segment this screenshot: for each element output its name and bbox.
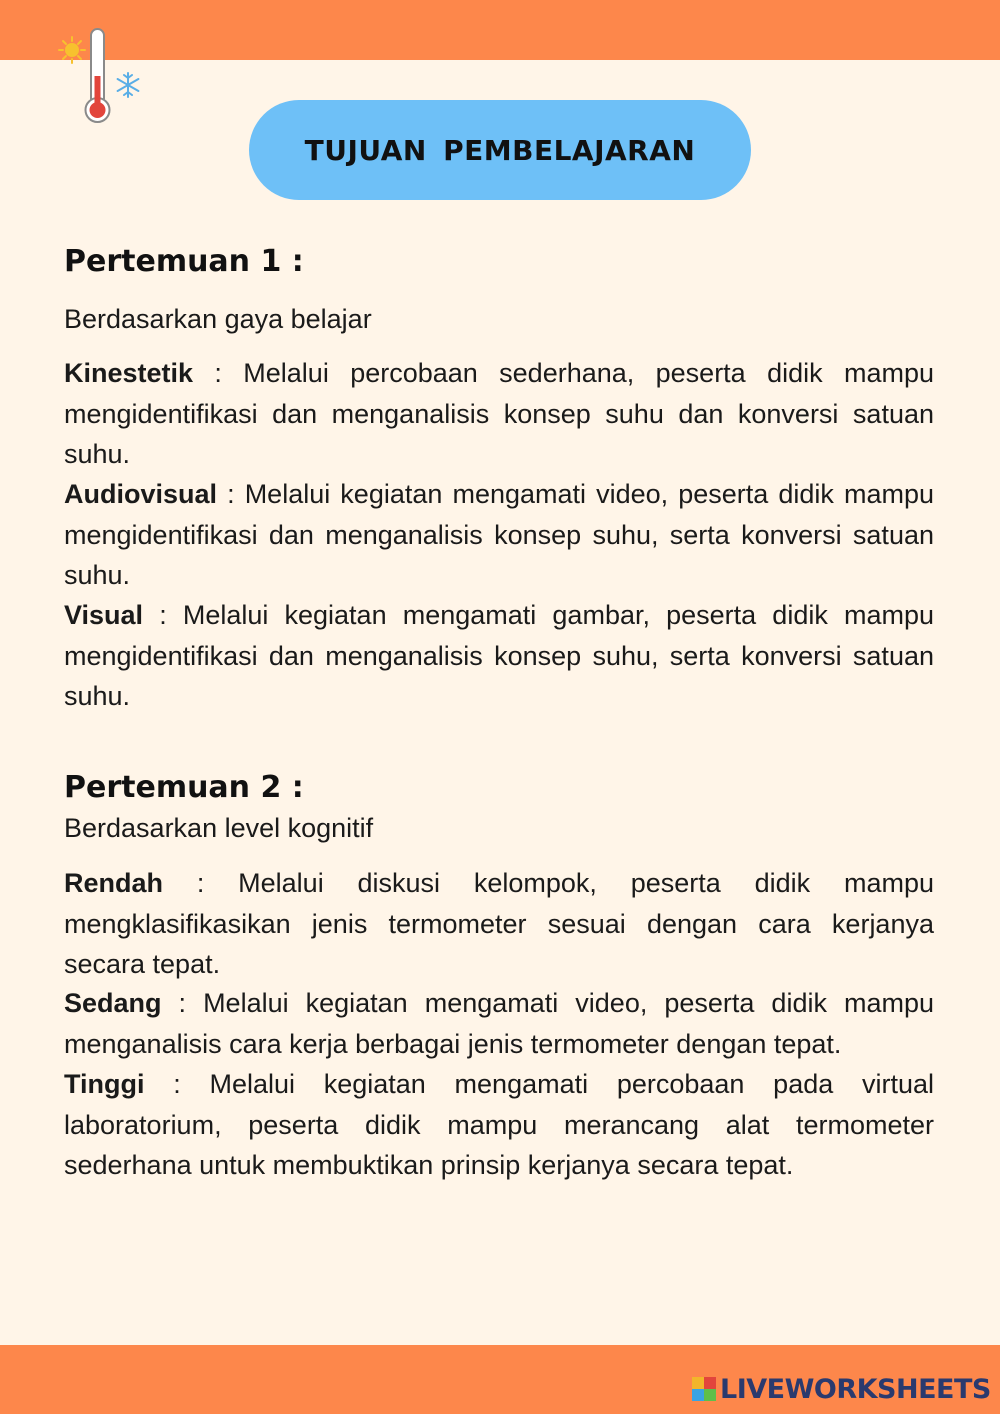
sun-icon [59, 37, 85, 63]
objective-text: : Melalui kegiatan mengamati video, peserta didik mampu menganalisis cara kerja berbagai jenis termometer dengan tepat. [64, 988, 934, 1059]
objective-term: Sedang [64, 988, 162, 1018]
liveworksheets-logo-icon [692, 1377, 716, 1401]
objective-kinestetik [64, 353, 934, 475]
meeting-2-heading: Pertemuan 2 : [64, 770, 304, 805]
objective-text: : Melalui kegiatan mengamati video, peserta didik mampu mengidentifikasi dan menganalisis konsep suhu, serta konversi satuan suhu. [64, 479, 934, 590]
objective-tinggi [64, 1064, 934, 1186]
meeting-2-intro: Berdasarkan level kognitif [64, 813, 374, 843]
objective-visual [64, 595, 934, 717]
snowflake-icon [118, 73, 139, 97]
thermometer-icon [52, 26, 152, 130]
objective-term: Audiovisual [64, 479, 218, 509]
objective-term: Tinggi [64, 1069, 145, 1099]
page-title: TUJUAN PEMBELAJARAN [304, 133, 696, 167]
liveworksheets-logo[interactable] [692, 1374, 991, 1404]
meeting-1-heading: Pertemuan 1 : [64, 244, 304, 279]
objective-term: Rendah [64, 868, 164, 898]
objective-text: : Melalui kegiatan mengamati gambar, peserta didik mampu mengidentifikasi dan menganalisis konsep suhu, serta konversi satuan suhu. [64, 600, 934, 711]
objective-sedang [64, 983, 934, 1064]
objective-text: : Melalui kegiatan mengamati percobaan pada virtual laboratorium, peserta didik mampu merancang alat termometer sederhana untuk membuktikan prinsip kerjanya secara tepat. [64, 1069, 934, 1180]
objective-term: Kinestetik [64, 358, 194, 388]
title-banner [249, 100, 751, 200]
objective-term: Visual [64, 600, 144, 630]
objective-text: : Melalui percobaan sederhana, peserta didik mampu mengidentifikasi dan menganalisis konsep suhu dan konversi satuan suhu. [64, 358, 934, 469]
objective-text: : Melalui diskusi kelompok, peserta didik mampu mengklasifikasikan jenis termometer sesuai dengan cara kerjanya secara tepat. [64, 868, 934, 979]
meeting-1-intro: Berdasarkan gaya belajar [64, 304, 372, 334]
objective-audiovisual [64, 474, 934, 596]
brand-name: LIVEWORKSHEETS [720, 1373, 991, 1405]
objective-rendah [64, 863, 934, 985]
